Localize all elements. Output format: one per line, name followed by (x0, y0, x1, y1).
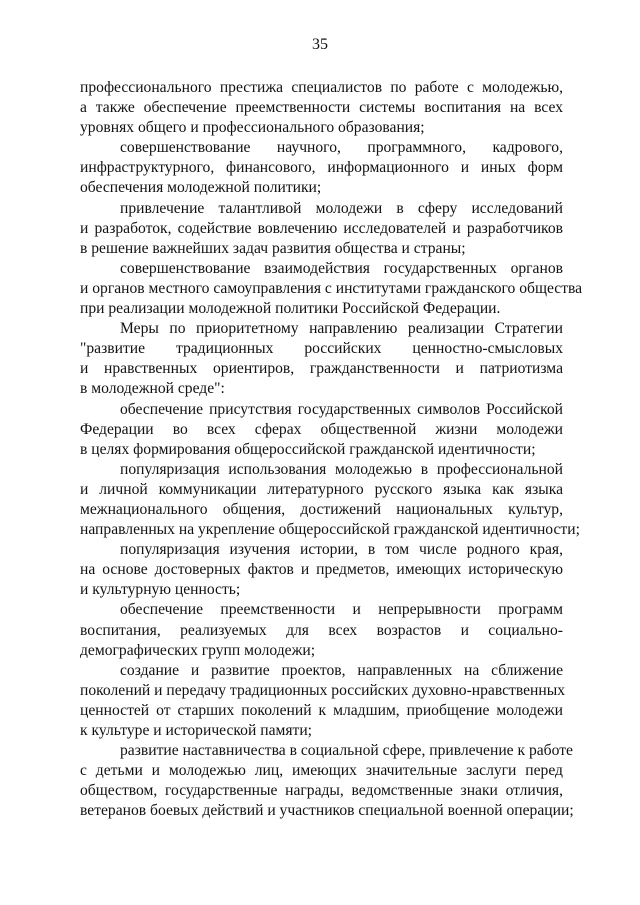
text-line: а также обеспечение преемственности системы воспитания на всех (80, 99, 563, 117)
text-line: с детьми и молодежью лиц, имеющих значительные заслуги перед (80, 762, 563, 780)
paragraph (80, 460, 580, 540)
text-line: ветеранов боевых действий и участников специальной военной операции; (80, 802, 574, 820)
text-line: популяризация использования молодежью в профессиональной (120, 460, 563, 478)
text-line: обеспечение преемственности и непрерывности программ (120, 601, 563, 619)
text-line: привлечение талантливой молодежи в сферу исследований (120, 199, 563, 217)
paragraph (80, 259, 583, 319)
text-line: и нравственных ориентиров, гражданственности и патриотизма (80, 360, 563, 378)
text-line: Федерации во всех сферах общественной жизни молодежи (80, 420, 563, 438)
text-line: "развитие традиционных российских ценностно-смысловых (80, 340, 563, 358)
document-body (80, 78, 583, 821)
text-line: совершенствование взаимодействия государственных органов (120, 259, 563, 277)
page-number: 35 (312, 36, 328, 53)
text-line: ценностей от старших поколений к младшим, приобщение молодежи (80, 701, 563, 719)
text-line: демографических групп молодежи; (80, 641, 316, 659)
paragraph (80, 400, 563, 460)
text-line: и личной коммуникации литературного русского языка как языка (80, 480, 563, 498)
text-line: и органов местного самоуправления с институтами гражданского общества (80, 279, 583, 297)
paragraph (80, 661, 566, 741)
text-line: уровнях общего и профессионального образования; (80, 119, 425, 137)
paragraph (80, 741, 574, 821)
paragraph (80, 199, 563, 259)
paragraph (80, 138, 563, 198)
paragraph (80, 540, 563, 600)
text-line: поколений и передачу традиционных российских духовно-нравственных (80, 681, 566, 699)
text-line: обеспечения молодежной политики; (80, 179, 322, 197)
text-line: при реализации молодежной политики Российской Федерации. (80, 300, 501, 318)
text-line: направленных на укрепление общероссийской гражданской идентичности; (80, 521, 580, 539)
text-line: к культуре и исторической памяти; (80, 722, 313, 739)
text-line: в молодежной среде": (80, 380, 225, 398)
paragraph (80, 600, 563, 660)
text-line: межнационального общения, достижений национальных культур, (80, 500, 563, 518)
paragraph (80, 319, 563, 399)
text-line: совершенствование научного, программного, кадрового, (120, 139, 563, 157)
text-line: развитие наставничества в социальной сфере, привлечение к работе (120, 742, 573, 760)
text-line: инфраструктурного, финансового, информационного и иных форм (80, 159, 563, 177)
text-line: профессионального престижа специалистов по работе с молодежью, (80, 79, 563, 96)
text-line: популяризация изучения истории, в том числе родного края, (120, 541, 563, 559)
text-line: обществом, государственные награды, ведомственные знаки отличия, (80, 782, 563, 800)
text-line: обеспечение присутствия государственных символов Российской (120, 400, 563, 418)
text-line: в целях формирования общероссийской гражданской идентичности; (80, 440, 536, 458)
text-line: и разработок, содействие вовлечению исследователей и разработчиков (80, 219, 563, 237)
text-line: на основе достоверных фактов и предметов, имеющих историческую (80, 561, 563, 579)
text-line: воспитания, реализуемых для всех возрастов и социально- (80, 621, 563, 639)
text-line: в решение важнейших задач развития общества и страны; (80, 239, 466, 257)
text-line: создание и развитие проектов, направленных на сближение (120, 661, 563, 679)
paragraph (80, 78, 563, 138)
text-line: и культурную ценность; (80, 581, 241, 599)
text-line: Меры по приоритетному направлению реализации Стратегии (120, 320, 563, 338)
